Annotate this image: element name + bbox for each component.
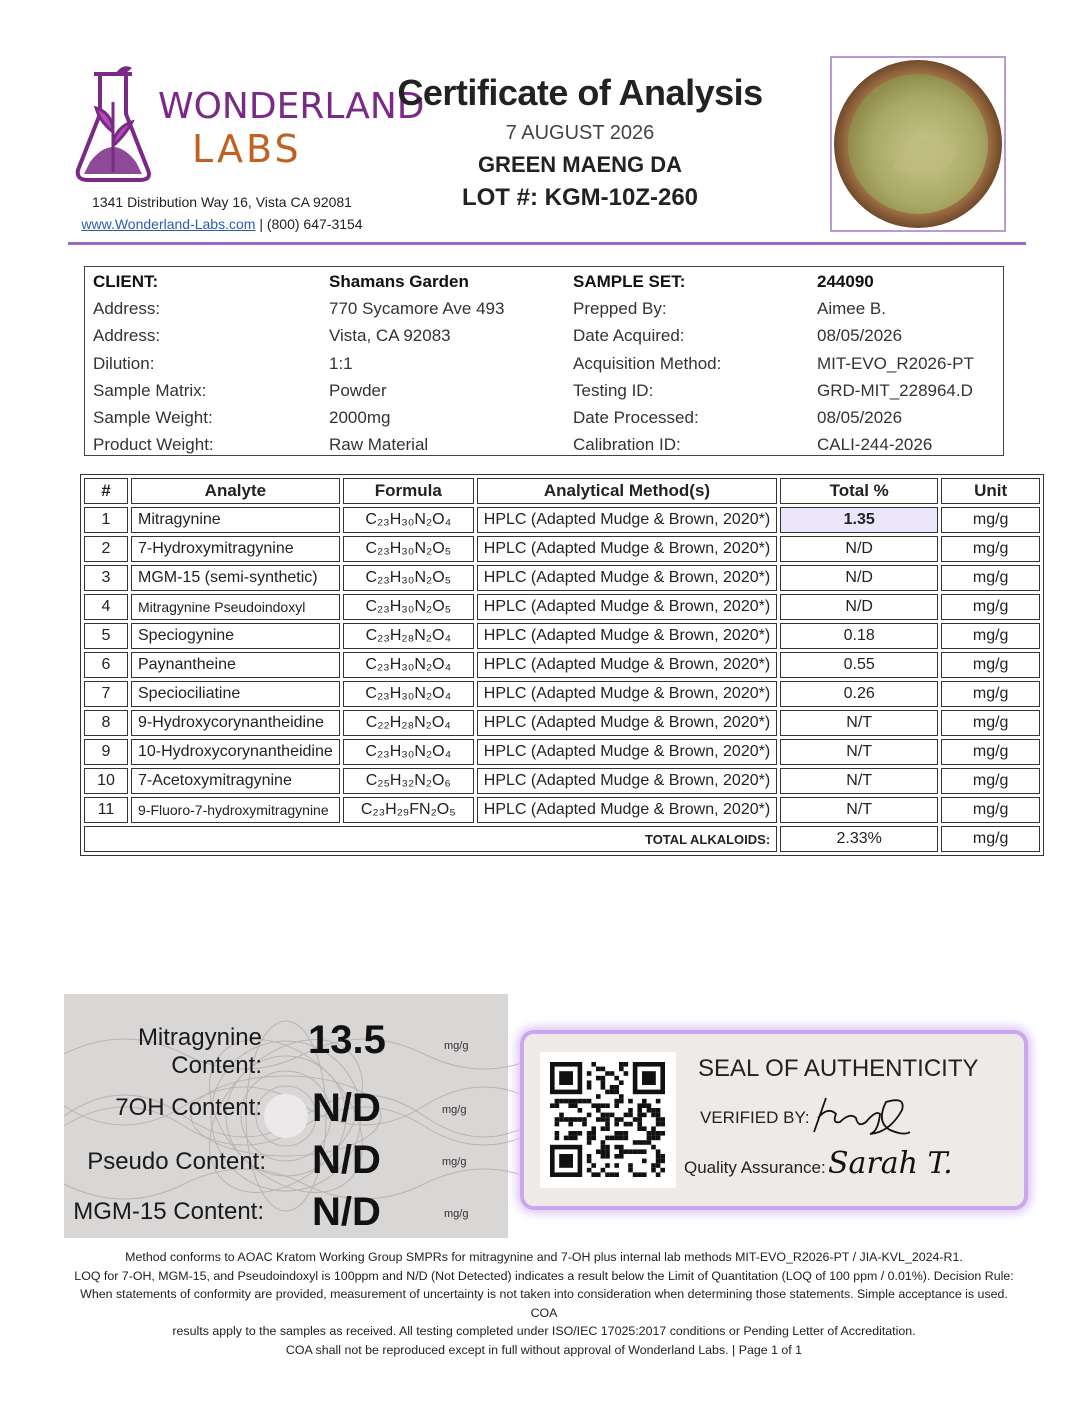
mitragynine-content-unit: mg/g (444, 1040, 469, 1052)
header-number: # (84, 478, 128, 504)
7oh-content-unit: mg/g (442, 1104, 467, 1116)
seal-title: SEAL OF AUTHENTICITY (698, 1055, 979, 1082)
info-row (85, 268, 1003, 295)
info-row (85, 431, 1003, 458)
info-row (85, 322, 1003, 349)
qr-code-icon (540, 1052, 676, 1188)
lab-address: 1341 Distribution Way 16, Vista CA 92081 (92, 194, 352, 210)
7oh-content-value: N/D (312, 1086, 381, 1130)
info-value: GRD-MIT_228964.D (817, 380, 973, 400)
unit: mg/g (941, 710, 1040, 736)
unit: mg/g (941, 507, 1040, 533)
total-percent: N/T (780, 797, 938, 823)
table-row (84, 507, 1040, 533)
info-label: Product Weight: (93, 435, 214, 455)
product-name: GREEN MAENG DA (477, 152, 683, 177)
header-unit: Unit (941, 478, 1040, 504)
table-row (84, 768, 1040, 794)
unit: mg/g (941, 623, 1040, 649)
analyte-name: Paynantheine (131, 652, 340, 678)
info-value: 08/05/2026 (817, 326, 903, 346)
analyte-name: 10-Hydroxycorynantheidine (131, 739, 340, 765)
mitragynine-content-label: Mitragynine Content: (137, 1024, 262, 1079)
analyte-formula: C₂₃H₂₉FN₂O₅ (343, 797, 474, 823)
row-number: 10 (84, 768, 128, 794)
content-summary-panel (64, 994, 508, 1238)
total-percent: N/T (780, 768, 938, 794)
table-row (84, 681, 1040, 707)
unit: mg/g (941, 536, 1040, 562)
analyte-formula: C₂₃H₃₀N₂O₄ (343, 739, 474, 765)
analyte-formula: C₂₂H₂₈N₂O₄ (343, 710, 474, 736)
analyte-formula: C₂₃H₃₀N₂O₅ (343, 536, 474, 562)
analyte-name: MGM-15 (semi-synthetic) (131, 565, 340, 591)
table-row (84, 623, 1040, 649)
pseudo-content-label: Pseudo Content: (87, 1148, 266, 1175)
analytical-method: HPLC (Adapted Mudge & Brown, 2020*) (477, 507, 777, 533)
analyte-formula: C₂₃H₂₈N₂O₄ (343, 623, 474, 649)
info-row (85, 295, 1003, 322)
qr-code[interactable] (540, 1052, 676, 1188)
total-percent: N/D (780, 536, 938, 562)
row-number: 3 (84, 565, 128, 591)
total-percent: 0.55 (780, 652, 938, 678)
total-percent: N/D (780, 594, 938, 620)
header-divider (68, 242, 1026, 245)
footer-line-2: LOQ for 7-OH, MGM-15, and Pseudoindoxyl is 100ppm and N/D (Not Detected) indicates a result below the Limit of Quantitation (LOQ of 100 ppm / 0.01%). Decision Rule: (74, 1268, 1014, 1283)
total-percent: N/T (780, 710, 938, 736)
info-value: Powder (329, 380, 387, 400)
total-percent: N/T (780, 739, 938, 765)
verifier-signature (806, 1092, 916, 1146)
footer-line-3: When statements of conformity are provided, measurement of uncertainty is not taken into consideration when determining those statements. Simple acceptance is used. COA (80, 1287, 1008, 1320)
analytical-method: HPLC (Adapted Mudge & Brown, 2020*) (477, 594, 777, 620)
analytical-method: HPLC (Adapted Mudge & Brown, 2020*) (477, 739, 777, 765)
analyte-formula: C₂₃H₃₀N₂O₅ (343, 594, 474, 620)
unit: mg/g (941, 565, 1040, 591)
header-total: Total % (780, 478, 938, 504)
unit: mg/g (941, 594, 1040, 620)
report-date: 7 AUGUST 2026 (505, 122, 655, 144)
analyte-name: Mitragynine (131, 507, 340, 533)
info-row (85, 350, 1003, 377)
info-label: SAMPLE SET: (573, 272, 686, 291)
info-label: Testing ID: (573, 380, 654, 400)
analyte-name: Speciociliatine (131, 681, 340, 707)
row-number: 7 (84, 681, 128, 707)
analyte-name: 9-Fluoro-7-hydroxymitragynine (131, 797, 340, 823)
info-value: 08/05/2026 (817, 408, 903, 427)
mgm15-content-value: N/D (312, 1190, 381, 1234)
info-value: 1:1 (329, 353, 353, 373)
verified-by-label: VERIFIED BY: (700, 1108, 810, 1127)
row-number: 9 (84, 739, 128, 765)
table-row (84, 652, 1040, 678)
footer-disclaimer (70, 1248, 1018, 1359)
info-label: Prepped By: (573, 299, 667, 319)
analyte-formula: C₂₅H₃₂N₂O₆ (343, 768, 474, 794)
header-method: Analytical Method(s) (477, 478, 777, 504)
analytical-method: HPLC (Adapted Mudge & Brown, 2020*) (477, 536, 777, 562)
analyte-formula: C₂₃H₃₀N₂O₄ (343, 681, 474, 707)
unit: mg/g (941, 681, 1040, 707)
unit: mg/g (941, 739, 1040, 765)
info-label: Calibration ID: (573, 435, 681, 455)
footer-line-1: Method conforms to AOAC Kratom Working Group SMPRs for mitragynine and 7-OH plus internal lab methods MIT-EVO_R2026-PT / JIA-KVL_2024-R1. (125, 1250, 963, 1264)
sample-info-box (84, 266, 1004, 456)
mgm15-content-unit: mg/g (444, 1208, 469, 1220)
row-number: 5 (84, 623, 128, 649)
logo-line2: LABS (192, 127, 302, 171)
analyte-formula: C₂₃H₃₀N₂O₄ (343, 652, 474, 678)
info-label: Sample Weight: (93, 408, 213, 427)
analyte-name: Speciogynine (131, 623, 340, 649)
pseudo-content-unit: mg/g (442, 1156, 467, 1168)
analyte-name: 7-Acetoxymitragynine (131, 768, 340, 794)
7oh-content-label: 7OH Content: (115, 1094, 262, 1121)
product-photo (830, 56, 1006, 232)
analytical-method: HPLC (Adapted Mudge & Brown, 2020*) (477, 565, 777, 591)
analytical-method: HPLC (Adapted Mudge & Brown, 2020*) (477, 681, 777, 707)
total-percent: 0.26 (780, 681, 938, 707)
analytical-method: HPLC (Adapted Mudge & Brown, 2020*) (477, 623, 777, 649)
table-row (84, 710, 1040, 736)
table-header-row (84, 478, 1040, 504)
results-table (80, 474, 1044, 856)
table-row (84, 565, 1040, 591)
analyte-name: 7-Hydroxymitragynine (131, 536, 340, 562)
quality-assurance-label: Quality Assurance: (684, 1158, 826, 1177)
info-value: MIT-EVO_R2026-PT (817, 353, 974, 373)
info-label: Date Processed: (573, 408, 699, 427)
info-label: Address: (93, 299, 161, 319)
analyte-formula: C₂₃H₃₀N₂O₅ (343, 565, 474, 591)
website-link[interactable]: www.Wonderland-Labs.com (81, 216, 256, 232)
info-label: Sample Matrix: (93, 380, 207, 400)
total-percent: 1.35 (780, 507, 938, 533)
footer-line-5: COA shall not be reproduced except in full without approval of Wonderland Labs. | Page 1 of 1 (285, 1342, 803, 1357)
row-number: 11 (84, 797, 128, 823)
info-row (85, 377, 1003, 404)
table-row (84, 739, 1040, 765)
lab-contact (72, 216, 372, 232)
total-unit: mg/g (941, 826, 1040, 852)
analyte-formula: C₂₃H₃₀N₂O₄ (343, 507, 474, 533)
mgm15-content-label: MGM-15 Content: (73, 1198, 264, 1225)
footer-line-4: results apply to the samples as received. All testing completed under ISO/IEC 17025:2017 conditions or Pending Letter of Accreditation. (172, 1324, 916, 1338)
info-label: Address: (93, 326, 161, 346)
info-value: CALI-244-2026 (817, 435, 933, 455)
info-value: Aimee B. (817, 299, 886, 319)
total-label: TOTAL ALKALOIDS: (84, 826, 777, 852)
info-value: Shamans Garden (329, 272, 469, 291)
powder-bowl-image (832, 58, 1004, 230)
total-percent: N/D (780, 565, 938, 591)
header-analyte: Analyte (131, 478, 340, 504)
row-number: 8 (84, 710, 128, 736)
pseudo-content-value: N/D (312, 1138, 381, 1182)
info-value: 2000mg (329, 408, 391, 427)
table-row (84, 797, 1040, 823)
row-number: 2 (84, 536, 128, 562)
row-number: 1 (84, 507, 128, 533)
document-title: Certificate of Analysis (397, 72, 763, 113)
unit: mg/g (941, 797, 1040, 823)
quality-assurance-signature: Sarah T. (828, 1146, 953, 1181)
table-row (84, 536, 1040, 562)
row-number: 6 (84, 652, 128, 678)
wonderland-labs-logo (70, 62, 425, 192)
analyte-name: 9-Hydroxycorynantheidine (131, 710, 340, 736)
analytical-method: HPLC (Adapted Mudge & Brown, 2020*) (477, 768, 777, 794)
total-value: 2.33% (780, 826, 938, 852)
lot-number: LOT #: KGM-10Z-260 (461, 184, 699, 211)
info-value: Vista, CA 92083 (329, 326, 451, 346)
analytical-method: HPLC (Adapted Mudge & Brown, 2020*) (477, 710, 777, 736)
contact-separator: | (259, 216, 263, 232)
header-formula: Formula (343, 478, 474, 504)
unit: mg/g (941, 652, 1040, 678)
info-value: 770 Sycamore Ave 493 (329, 299, 505, 319)
logo-line1: WONDERLAND (158, 86, 425, 127)
analytical-method: HPLC (Adapted Mudge & Brown, 2020*) (477, 797, 777, 823)
info-label: Dilution: (93, 353, 155, 373)
analytical-method: HPLC (Adapted Mudge & Brown, 2020*) (477, 652, 777, 678)
unit: mg/g (941, 768, 1040, 794)
total-row (84, 826, 1040, 852)
lab-phone: (800) 647-3154 (266, 216, 363, 232)
info-label: Acquisition Method: (573, 353, 722, 373)
info-value: 244090 (817, 272, 874, 291)
analyte-name: Mitragynine Pseudoindoxyl (131, 594, 340, 620)
info-row (85, 404, 1003, 431)
mitragynine-content-value: 13.5 (308, 1018, 386, 1062)
info-value: Raw Material (329, 435, 429, 455)
total-percent: 0.18 (780, 623, 938, 649)
table-row (84, 594, 1040, 620)
info-label: CLIENT: (93, 272, 159, 291)
row-number: 4 (84, 594, 128, 620)
info-label: Date Acquired: (573, 326, 685, 346)
